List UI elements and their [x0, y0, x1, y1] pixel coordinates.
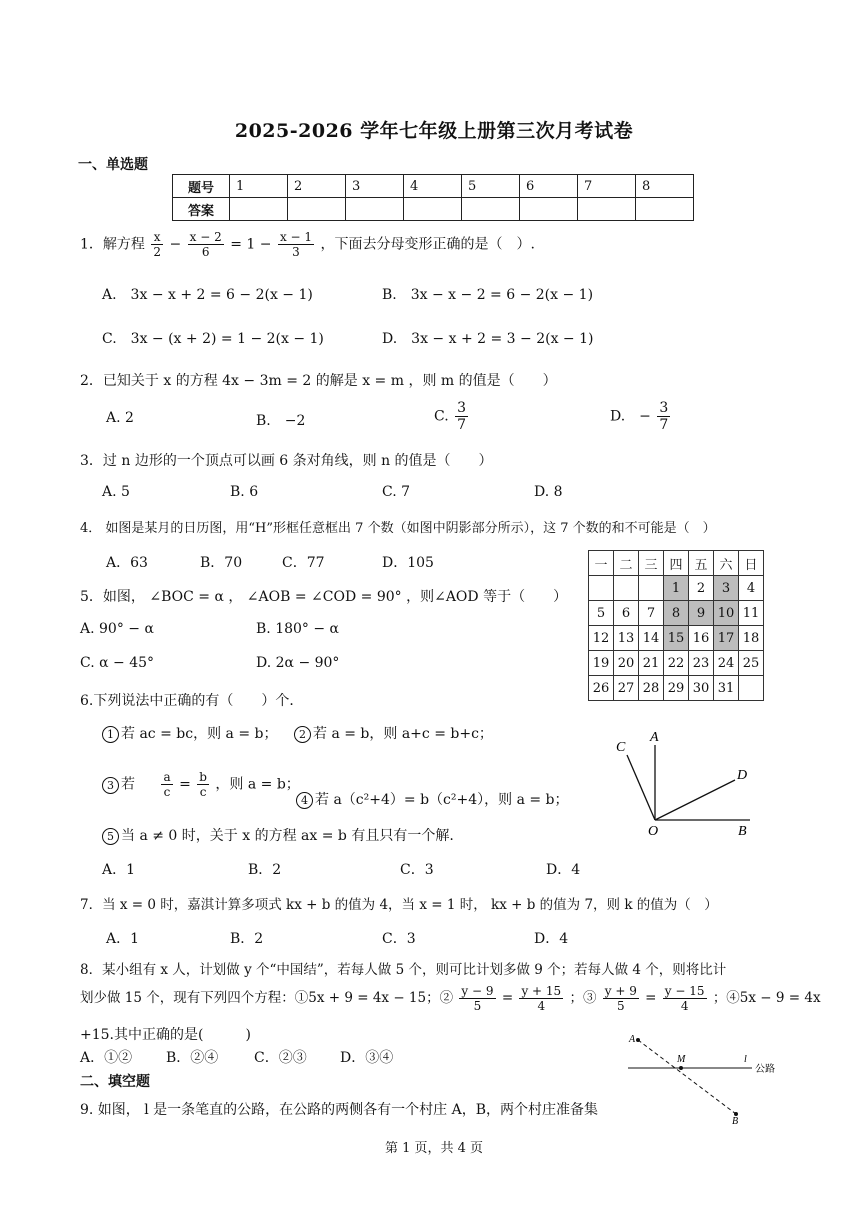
calendar-cell-shaded: 9 — [689, 601, 714, 626]
answer-cell[interactable] — [288, 198, 346, 221]
calendar-cell: 16 — [689, 626, 714, 651]
section-fill-blank: 二、填空题 — [80, 1074, 150, 1090]
q1-fraction-3: $\frac{x - 1}{3}$ — [279, 230, 313, 259]
calendar-cell — [639, 576, 664, 601]
calendar-cell — [739, 676, 764, 701]
answer-table-label-answer: 答案 — [173, 198, 230, 221]
calendar-cell-shaded: 1 — [664, 576, 689, 601]
calendar-header: 四 — [664, 551, 689, 576]
calendar-cell: 13 — [614, 626, 639, 651]
calendar-cell — [614, 576, 639, 601]
question-9-stem: 9. 如图， l 是一条笔直的公路，在公路的两侧各有一个村庄 A，B，两个村庄准备集 — [80, 1102, 599, 1118]
road-figure — [620, 1028, 790, 1126]
answer-cell[interactable] — [346, 198, 404, 221]
label-o: O — [648, 824, 659, 839]
q5-option-a[interactable]: A. 90° − α — [80, 621, 154, 637]
q5-option-d[interactable]: D. 2α − 90° — [256, 655, 340, 671]
q1-minus: − — [169, 236, 182, 253]
calendar-cell-shaded: 10 — [714, 601, 739, 626]
answer-cell[interactable] — [578, 198, 636, 221]
q8-option-b[interactable]: B．②④ — [166, 1050, 219, 1066]
calendar-table — [588, 550, 764, 701]
q3-option-a[interactable]: A. 5 — [102, 484, 130, 500]
calendar-cell: 5 — [589, 601, 614, 626]
answer-table-number: 1 — [230, 175, 288, 198]
q1-option-c[interactable]: C. 3x − (x + 2) = 1 − 2(x − 1) — [102, 331, 324, 347]
q6-statement-5: 5 当 a ≠ 0 时，关于 x 的方程 ax = b 有且只有一个解. — [102, 825, 454, 845]
q2-option-d[interactable]: D. − $\frac{3}{7}$ — [610, 400, 669, 433]
page-title: 2025-2026 学年七年级上册第三次月考试卷 — [234, 120, 634, 142]
question-8-line-1: 8．某小组有 x 人，计划做 y 个“中国结”，若每人做 5 个，则可比计划多做 9 个；若每人做 4 个，则将比计 — [80, 962, 727, 978]
calendar-cell: 18 — [739, 626, 764, 651]
calendar-cell: 11 — [739, 601, 764, 626]
q1-equals: = 1 − — [230, 236, 272, 253]
calendar-cell: 28 — [639, 676, 664, 701]
answer-cell[interactable] — [230, 198, 288, 221]
q1-fraction-2: $\frac{x - 2}{6}$ — [189, 230, 222, 259]
q1-suffix: ，下面去分母变形正确的是（ ）. — [320, 236, 535, 253]
label-a: A — [629, 1034, 636, 1045]
q2-option-a[interactable]: A. 2 — [106, 410, 134, 426]
answer-table-number: 2 — [288, 175, 346, 198]
q6-statement-3: 3 若 $\frac{a}{c}$ = $\frac{b}{c}$ ，则 a = b； — [102, 770, 300, 799]
q6-option-a[interactable]: A．1 — [102, 862, 136, 878]
point-a — [636, 1038, 640, 1042]
answer-table-number: 3 — [346, 175, 404, 198]
q4-option-d[interactable]: D．105 — [382, 555, 434, 571]
question-8-line-2: 划少做 15 个，现有下列四个方程：①5x + 9 = 4x − 15；② $\frac{y - 9}{5}$ = $\frac{y + 15}{4}$ ；③ $\frac{y + 9}{5}$ = $\frac{y - 15}{4}$ ；④5x − 9 = 4x — [80, 984, 821, 1013]
q3-option-b[interactable]: B. 6 — [230, 484, 259, 500]
calendar-header: 五 — [689, 551, 714, 576]
question-3-stem: 3．过 n 边形的一个顶点可以画 6 条对角线，则 n 的值是（ ） — [80, 453, 493, 469]
answer-cell[interactable] — [636, 198, 694, 221]
answer-table-number: 6 — [520, 175, 578, 198]
section-single-choice: 一、单选题 — [78, 157, 148, 173]
calendar-header: 日 — [739, 551, 764, 576]
answer-table-number: 8 — [636, 175, 694, 198]
label-l: l — [744, 1054, 747, 1065]
q7-option-d[interactable]: D．4 — [534, 931, 569, 947]
answer-table — [172, 174, 694, 221]
q3-option-c[interactable]: C. 7 — [382, 484, 411, 500]
answer-cell[interactable] — [462, 198, 520, 221]
question-2-stem: 2．已知关于 x 的方程 4x − 3m = 2 的解是 x = m ，则 m 的值是（ ） — [80, 373, 557, 389]
answer-cell[interactable] — [520, 198, 578, 221]
q1-option-b[interactable]: B. 3x − x − 2 = 6 − 2(x − 1) — [382, 287, 594, 303]
question-4-stem: 4． 如图是某月的日历图，用“H”形框任意框出 7 个数（如图中阴影部分所示），这 7 个数的和不可能是（ ） — [80, 521, 716, 536]
q6-option-b[interactable]: B．2 — [248, 862, 282, 878]
calendar-cell: 27 — [614, 676, 639, 701]
q1-prefix: 1．解方程 — [80, 236, 145, 253]
calendar-cell: 12 — [589, 626, 614, 651]
calendar-cell-shaded: 3 — [714, 576, 739, 601]
calendar-cell: 29 — [664, 676, 689, 701]
question-5-stem: 5．如图， ∠BOC = α ， ∠AOB = ∠COD = 90° ，则∠AOD 等于（ ） — [80, 589, 568, 605]
answer-table-label-number: 题号 — [173, 175, 230, 198]
q4-option-b[interactable]: B．70 — [200, 555, 243, 571]
calendar-cell-shaded: 15 — [664, 626, 689, 651]
calendar-header: 一 — [589, 551, 614, 576]
label-c: C — [616, 740, 626, 755]
answer-table-number: 5 — [462, 175, 520, 198]
calendar-cell: 4 — [739, 576, 764, 601]
label-a: A — [650, 730, 659, 745]
ray-oc — [627, 755, 655, 820]
calendar-cell: 25 — [739, 651, 764, 676]
label-b: B — [738, 824, 747, 839]
q4-option-c[interactable]: C．77 — [282, 555, 325, 571]
page-footer: 第 1 页，共 4 页 — [384, 1141, 484, 1156]
q2-option-b[interactable]: B. −2 — [256, 413, 306, 429]
q6-option-c[interactable]: C．3 — [400, 862, 434, 878]
calendar-cell: 2 — [689, 576, 714, 601]
label-d: D — [737, 768, 748, 783]
calendar-cell: 23 — [689, 651, 714, 676]
label-road: 公路 — [755, 1064, 775, 1075]
answer-table-number: 4 — [404, 175, 462, 198]
calendar-cell: 21 — [639, 651, 664, 676]
calendar-cell — [589, 576, 614, 601]
q4-option-a[interactable]: A．63 — [106, 555, 148, 571]
calendar-cell: 7 — [639, 601, 664, 626]
answer-table-number: 7 — [578, 175, 636, 198]
q6-statement-4: 4 若 a（c²+4）= b（c²+4），则 a = b； — [296, 789, 569, 809]
calendar-cell: 31 — [714, 676, 739, 701]
calendar-header: 二 — [614, 551, 639, 576]
question-1-stem — [80, 230, 535, 259]
q5-option-c[interactable]: C. α − 45° — [80, 655, 155, 671]
q7-option-c[interactable]: C．3 — [382, 931, 416, 947]
calendar-cell: 24 — [714, 651, 739, 676]
q6-statement-1: 1 若 ac = bc，则 a = b； — [102, 723, 277, 743]
calendar-cell: 22 — [664, 651, 689, 676]
question-6-stem: 6.下列说法中正确的有（ ）个． — [80, 693, 304, 709]
calendar-cell: 19 — [589, 651, 614, 676]
q6-statement-2: 2 若 a = b，则 a+c = b+c； — [294, 723, 493, 743]
q1-fraction-1: $\frac{x}{2}$ — [153, 230, 162, 259]
q7-option-b[interactable]: B．2 — [230, 931, 264, 947]
q2-option-c[interactable]: C. $\frac{3}{7}$ — [434, 400, 467, 433]
q8-option-a[interactable]: A．①② — [80, 1050, 133, 1066]
answer-cell[interactable] — [404, 198, 462, 221]
segment-ab — [638, 1040, 736, 1114]
q7-option-a[interactable]: A．1 — [106, 931, 140, 947]
calendar-cell: 30 — [689, 676, 714, 701]
q8-option-d[interactable]: D．③④ — [340, 1050, 394, 1066]
ray-od — [655, 780, 735, 820]
angle-figure — [600, 725, 770, 840]
q5-option-b[interactable]: B. 180° − α — [256, 621, 339, 637]
q1-option-a[interactable]: A. 3x − x + 2 = 6 − 2(x − 1) — [102, 287, 313, 303]
calendar-cell-shaded: 8 — [664, 601, 689, 626]
label-b: B — [732, 1116, 739, 1126]
q8-option-c[interactable]: C．②③ — [254, 1050, 307, 1066]
point-m — [679, 1066, 683, 1070]
calendar-cell: 20 — [614, 651, 639, 676]
calendar-cell: 14 — [639, 626, 664, 651]
q3-option-d[interactable]: D. 8 — [534, 484, 563, 500]
calendar-cell: 26 — [589, 676, 614, 701]
q1-option-d[interactable]: D. 3x − x + 2 = 3 − 2(x − 1) — [382, 331, 594, 347]
calendar-cell-shaded: 17 — [714, 626, 739, 651]
calendar-cell: 6 — [614, 601, 639, 626]
label-m: M — [677, 1054, 686, 1065]
calendar-header: 三 — [639, 551, 664, 576]
question-8-line-3: +15.其中正确的是( ) — [80, 1027, 251, 1043]
q6-option-d[interactable]: D．4 — [546, 862, 581, 878]
question-7-stem: 7．当 x = 0 时，嘉淇计算多项式 kx + b 的值为 4，当 x = 1 时， kx + b 的值为 7，则 k 的值为（ ） — [80, 897, 718, 913]
calendar-header: 六 — [714, 551, 739, 576]
